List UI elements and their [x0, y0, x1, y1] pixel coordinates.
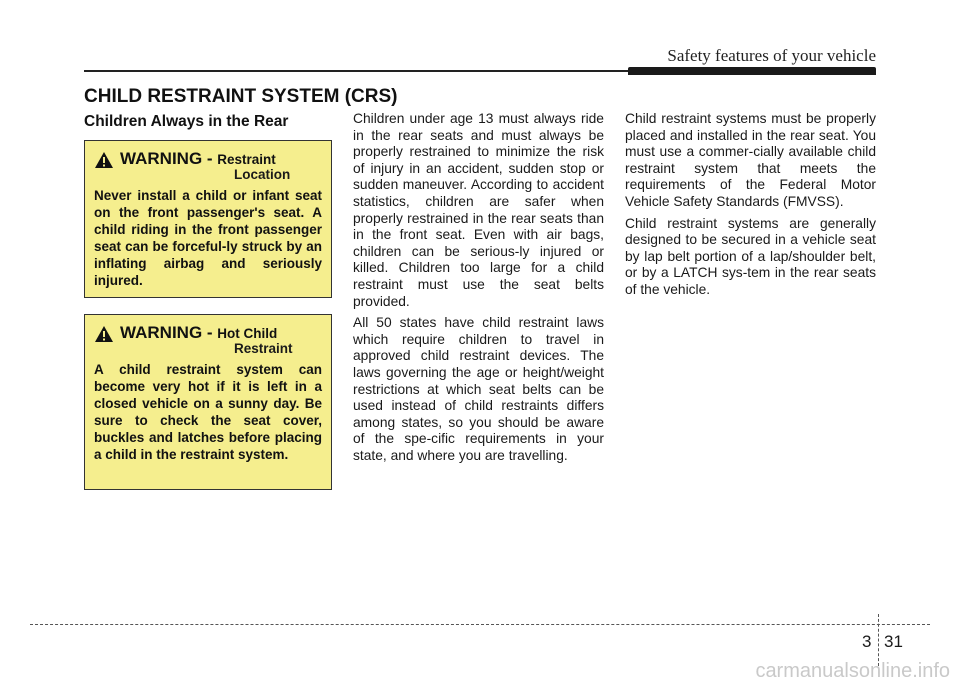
paragraph: Child restraint systems are generally designed to be secured in a vehicle seat by lap belt portion of a lap/shoulder belt, or by a LATCH sys-tem in the rear seats of the vehicle. [625, 215, 876, 297]
warning-body: A child restraint system can become very hot if it is left in a closed vehicle on a sunny day. Be sure to check the seat cover, buckles and latches before placing a child in the restraint system. [94, 362, 322, 462]
section-title: CHILD RESTRAINT SYSTEM (CRS) [84, 86, 398, 107]
warning-label: WARNING - [120, 323, 218, 342]
warning-subtitle-line2: Restraint [234, 341, 293, 356]
warning-body: Never install a child or infant seat on the front passenger's seat. A child riding in the front passenger seat can be forceful-ly struck by an inflating airbag and seriously injured. [94, 188, 322, 288]
warning-box-hot-child-restraint [84, 314, 332, 490]
footer-rule [30, 624, 930, 625]
running-header: Safety features of your vehicle [667, 46, 876, 65]
text-column-right [625, 111, 876, 304]
header-accent-bar [628, 67, 876, 75]
warning-triangle-icon [94, 151, 114, 169]
warning-label: WARNING - [120, 149, 218, 168]
subheading: Children Always in the Rear [84, 113, 289, 130]
watermark: carmanualsonline.info [755, 660, 950, 682]
warning-subtitle-line1: Restraint [217, 152, 276, 167]
warning-box-restraint-location [84, 140, 332, 298]
paragraph: Children under age 13 must always ride in the rear seats and must always be properly restrained to minimize the risk of injury in an accident, sudden stop or sudden maneuver. According to accident statistics, children are safer when properly restrained in the rear seats than in the front seat. Even with air bags, children can be serious-ly injured or killed. Children too large for a child restraint must use the seat belts provided. [353, 111, 604, 309]
text-column-middle [353, 111, 604, 469]
warning-header [94, 149, 322, 183]
chapter-number: 3 [862, 632, 872, 651]
page-number: 31 [884, 632, 903, 651]
warning-subtitle-line1: Hot Child [217, 326, 278, 341]
paragraph: All 50 states have child restraint laws which require children to travel in approved child restraint devices. The laws governing the age or height/weight restrictions at which seat belts can be used instead of child restraints differs among states, so you should be aware of the spe-cific requirements in your state, and where you are travelling. [353, 315, 604, 463]
warning-triangle-icon [94, 325, 114, 343]
paragraph: Child restraint systems must be properly placed and installed in the rear seat. You must use a commer-cially available child restraint system that meets the requirements of the Federal Motor Vehicle Safety Standards (FMVSS). [625, 111, 876, 209]
warning-header [94, 323, 322, 357]
page-number-separator [878, 614, 879, 666]
warning-subtitle-line2: Location [234, 167, 291, 182]
